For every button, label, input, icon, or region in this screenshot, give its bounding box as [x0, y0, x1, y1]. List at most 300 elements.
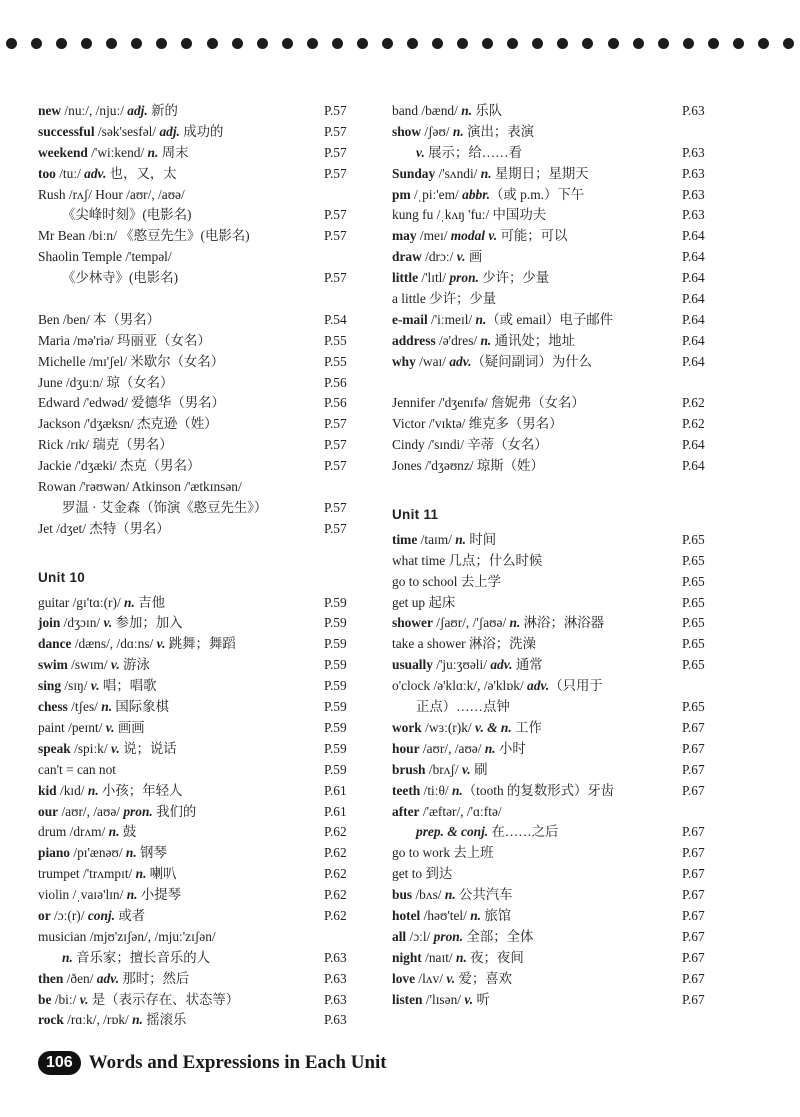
page-reference: P.57 [324, 165, 347, 181]
entry-phonetic: /waɪ/ [415, 353, 450, 369]
unit-heading: Unit 10 [38, 569, 86, 585]
vocab-entry [38, 143, 370, 164]
entry-word: be [38, 991, 52, 1007]
page-reference: P.57 [324, 228, 347, 244]
entry-word: get up [392, 594, 426, 610]
border-dot [708, 38, 719, 49]
page-reference: P.62 [682, 416, 705, 432]
entry-word: Jet /dʒet/ [38, 520, 86, 536]
border-dot [557, 38, 568, 49]
border-dot [257, 38, 268, 49]
entry-word: Victor /'vɪktə/ [392, 416, 466, 432]
page-reference: P.57 [324, 207, 347, 223]
entry-word: or [38, 907, 51, 923]
entry-word: our [38, 803, 59, 819]
part-of-speech: n. [108, 824, 120, 840]
entry-word: Jones /'dʒəʊnz/ [392, 458, 474, 474]
vocab-entry [38, 718, 370, 739]
entry-meaning: 说；说话 [119, 740, 177, 756]
entry-meaning: （疑问副词）为什么 [471, 353, 593, 369]
part-of-speech: modal v. [450, 228, 498, 244]
entry-word: show [392, 123, 422, 139]
entry-meaning: 星期日；星期天 [491, 165, 589, 181]
vocab-entry [38, 435, 370, 456]
page-reference: P.65 [682, 699, 705, 715]
page-reference: P.67 [682, 949, 705, 965]
entry-word: successful [38, 123, 95, 139]
vocab-entry [38, 634, 370, 655]
entry-word: take a shower [392, 636, 466, 652]
vocab-entry-continuation [392, 697, 728, 718]
page-reference: P.62 [324, 866, 347, 882]
page-reference: P.62 [324, 845, 347, 861]
vocab-entry [392, 802, 728, 823]
page-reference: P.65 [682, 552, 705, 568]
entry-word: Jackson /'dʒæksn/ [38, 416, 134, 432]
page-reference: P.64 [682, 311, 705, 327]
border-dot [633, 38, 644, 49]
vocab-entry [38, 519, 370, 540]
page-reference: P.67 [682, 866, 705, 882]
border-dot [482, 38, 493, 49]
vocab-entry [38, 990, 370, 1011]
vocab-entry-continuation [392, 143, 728, 164]
entry-word: piano [38, 845, 71, 861]
vocab-entry [38, 414, 370, 435]
part-of-speech: v. [446, 970, 456, 986]
part-of-speech: n. [456, 949, 467, 965]
page-reference: P.59 [324, 594, 347, 610]
entry-phonetic: 起床 [425, 594, 456, 610]
entry-word: Sunday [392, 165, 436, 181]
entry-phonetic: /'sʌndi/ [435, 165, 481, 181]
entry-meaning: 吉他 [134, 594, 165, 610]
entry-word: shower [392, 615, 433, 631]
vocab-entry [38, 477, 370, 498]
entry-meaning: 参加；加入 [112, 615, 183, 631]
border-dot [207, 38, 218, 49]
entry-meaning: 通常 [512, 657, 543, 673]
part-of-speech: v. [90, 678, 100, 694]
part-of-speech: n. [480, 165, 492, 181]
border-dot [357, 38, 368, 49]
page-reference: P.59 [324, 761, 347, 777]
part-of-speech: n. [62, 949, 73, 965]
page-reference: P.64 [682, 228, 705, 244]
entry-phonetic: 《少林寺》(电影名) [62, 270, 179, 286]
part-of-speech: n. [455, 531, 467, 547]
vocab-entry [392, 101, 728, 122]
entry-meaning: 小提琴 [137, 887, 182, 903]
entry-phonetic: /pɪ'ænəʊ/ [70, 845, 126, 861]
page-reference: P.57 [324, 144, 347, 160]
vocab-entry [392, 205, 728, 226]
entry-phonetic: /dæns/, /dɑːns/ [71, 636, 157, 652]
entry-word: all [392, 928, 407, 944]
border-dot [31, 38, 42, 49]
page-reference: P.57 [324, 520, 347, 536]
border-dot [307, 38, 318, 49]
entry-word: hotel [392, 907, 421, 923]
vocab-entry [392, 739, 728, 760]
entry-word: brush [392, 761, 426, 777]
vocab-entry [392, 268, 728, 289]
vocab-entry [392, 634, 728, 655]
page-reference: P.64 [682, 249, 705, 265]
vocab-entry [392, 781, 728, 802]
entry-phonetic: /rɑːk/, /rɒk/ [63, 1012, 133, 1028]
vocab-entry [38, 164, 370, 185]
entry-word: drum /drʌm/ [38, 824, 109, 840]
entry-word: why [392, 353, 416, 369]
entry-word: join [38, 615, 61, 631]
page-reference: P.57 [324, 123, 347, 139]
entry-word: address [392, 332, 436, 348]
page-reference: P.64 [682, 291, 705, 307]
page-reference: P.65 [682, 531, 705, 547]
vocab-entry [38, 331, 370, 352]
section-spacer [392, 477, 728, 498]
part-of-speech: v. [110, 740, 120, 756]
vocab-entry [38, 802, 370, 823]
vocab-entry [38, 906, 370, 927]
page-number-badge: 106 [38, 1051, 81, 1075]
page-reference: P.62 [324, 887, 347, 903]
page-reference: P.63 [324, 970, 347, 986]
vocab-entry [392, 676, 728, 697]
vocab-entry-continuation [38, 498, 370, 519]
page-reference: P.65 [682, 636, 705, 652]
part-of-speech: n. [132, 1012, 143, 1028]
part-of-speech: adv. [449, 353, 472, 369]
page-reference: P.59 [324, 678, 347, 694]
page-reference: P.67 [682, 782, 705, 798]
vocab-entry [38, 927, 370, 948]
entry-word: chess [38, 699, 68, 715]
entry-phonetic: 本（男名） [89, 311, 161, 327]
entry-meaning: 旅馆 [480, 907, 512, 923]
border-dot [733, 38, 744, 49]
entry-phonetic: 詹妮弗（女名） [487, 395, 585, 411]
entry-meaning: 周末 [158, 144, 189, 160]
part-of-speech: adv. [527, 678, 550, 694]
border-dot [181, 38, 192, 49]
entry-phonetic: /aʊr/, /aʊə/ [419, 740, 485, 756]
part-of-speech: adj. [127, 103, 148, 118]
page-reference: P.57 [324, 437, 347, 453]
entry-meaning: 鼓 [119, 824, 137, 840]
vocab-entry [38, 352, 370, 373]
page-reference: P.59 [324, 699, 347, 715]
page-reference: P.57 [324, 270, 347, 286]
page-reference: P.64 [682, 437, 705, 453]
entry-phonetic: 到达 [422, 866, 453, 882]
entry-meaning: 画画 [114, 719, 145, 735]
entry-phonetic: /biː/ [51, 991, 80, 1007]
border-dot [156, 38, 167, 49]
part-of-speech: n. [135, 866, 147, 882]
border-dot [332, 38, 343, 49]
entry-meaning: （或 email）电子邮件 [486, 311, 614, 327]
border-dot [232, 38, 243, 49]
page-reference: P.57 [324, 458, 347, 474]
entry-meaning: 可能；可以 [497, 228, 568, 244]
page-reference: P.64 [682, 353, 705, 369]
entry-word: night [392, 949, 422, 965]
entry-word: little [392, 270, 419, 286]
entry-meaning: 刷 [470, 761, 488, 777]
entry-meaning: 工作 [511, 719, 542, 735]
entry-meaning: 或者 [114, 907, 146, 923]
page-reference: P.55 [324, 353, 347, 369]
vocab-entry-continuation [38, 948, 370, 969]
page-reference: P.59 [324, 636, 347, 652]
border-dot [783, 38, 794, 49]
page-reference: P.67 [682, 845, 705, 861]
entry-phonetic: 辛蒂（女名） [463, 437, 548, 453]
entry-meaning: 钢琴 [136, 845, 167, 861]
entry-word: Mr Bean /biːn/ [38, 228, 117, 244]
part-of-speech: n. [87, 782, 99, 798]
entry-phonetic: 罗温 · 艾金森（饰演《憨豆先生》） [62, 499, 268, 515]
border-dot [382, 38, 393, 49]
vocab-entry [392, 843, 728, 864]
entry-word: June /dʒuːn/ [38, 374, 104, 390]
entry-meaning: （tooth 的复数形式）牙齿 [462, 782, 615, 798]
part-of-speech: v. & n. [475, 719, 512, 735]
vocab-entry [392, 927, 728, 948]
entry-word: may [392, 228, 417, 244]
vocab-entry [392, 310, 728, 331]
border-dot [457, 38, 468, 49]
entry-phonetic: /brʌʃ/ [425, 761, 462, 777]
vocab-entry [38, 676, 370, 697]
entry-word: too [38, 165, 56, 181]
entry-word: Jackie /'dʒæki/ [38, 458, 117, 474]
part-of-speech: adv. [490, 657, 513, 673]
page-reference: P.57 [324, 499, 347, 515]
vocab-entry [38, 456, 370, 477]
entry-word: Edward /'edwəd/ [38, 395, 128, 411]
entry-phonetic: 《憨豆先生》(电影名) [116, 228, 250, 244]
vocab-entry-continuation [38, 205, 370, 226]
entry-meaning: 时间 [466, 531, 497, 547]
border-dot [532, 38, 543, 49]
entry-phonetic: 瑞克（男名） [88, 437, 173, 453]
vocab-entry [38, 697, 370, 718]
vocab-entry [392, 948, 728, 969]
entry-phonetic: /tuː/ [55, 165, 85, 181]
part-of-speech: v. [464, 991, 474, 1007]
entry-meaning: 全部；全体 [463, 928, 534, 944]
page-reference: P.67 [682, 928, 705, 944]
decorative-dot-border [0, 34, 800, 54]
vocab-entry [38, 885, 370, 906]
part-of-speech: n. [147, 144, 159, 160]
entry-meaning: 夜；夜间 [466, 949, 524, 965]
entry-meaning: 我们的 [152, 803, 197, 819]
part-of-speech: conj. [87, 907, 115, 923]
page-reference: P.61 [324, 782, 347, 798]
section-spacer [38, 540, 370, 561]
entry-phonetic: /aʊr/, /aʊə/ [58, 803, 124, 819]
entry-word: violin /ˌvaɪə'lɪn/ [38, 887, 127, 903]
entry-word: Rick /rɪk/ [38, 437, 89, 453]
entry-word: new [38, 103, 62, 118]
part-of-speech: adv. [84, 165, 107, 181]
vocab-entry [392, 613, 728, 634]
vocab-entry [392, 990, 728, 1011]
entry-phonetic: 淋浴；洗澡 [465, 636, 536, 652]
entry-word: o'clock /ə'klɑːk/, /ə'klɒk/ [392, 678, 528, 694]
entry-meaning: 国际象棋 [112, 699, 169, 715]
part-of-speech: pron. [449, 270, 479, 286]
entry-phonetic: /ɔːl/ [406, 928, 434, 944]
page-reference: P.62 [324, 907, 347, 923]
entry-meaning: 通讯处；地址 [491, 332, 575, 348]
border-dot [758, 38, 769, 49]
entry-word: then [38, 970, 64, 986]
entry-word: go to school [392, 573, 458, 589]
page-reference: P.63 [324, 1012, 347, 1028]
entry-meaning: 演出；表演 [463, 123, 535, 139]
border-dot [407, 38, 418, 49]
vocab-entry [392, 885, 728, 906]
page-reference: P.64 [682, 458, 705, 474]
vocab-entry-continuation [38, 268, 370, 289]
entry-word: dance [38, 636, 72, 652]
entry-word: speak [38, 740, 71, 756]
entry-phonetic: 琼（女名） [103, 374, 174, 390]
entry-phonetic: 米歇尔（女名） [127, 353, 225, 369]
part-of-speech: adj. [159, 123, 180, 139]
entry-phonetic: /'juːʒʊəli/ [432, 657, 491, 673]
page-reference: P.56 [324, 395, 347, 411]
entry-phonetic: 去上班 [450, 845, 494, 861]
entry-word: band /bænd/ [392, 103, 462, 118]
vocab-entry [392, 289, 728, 310]
entry-meaning: 公共汽车 [455, 887, 513, 903]
entry-phonetic: 少许；少量 [425, 291, 497, 307]
vocab-entry [38, 1010, 370, 1031]
section-spacer [38, 289, 370, 310]
vocab-entry [38, 843, 370, 864]
entry-phonetic: 维克多（男名） [465, 416, 563, 432]
vocab-entry [38, 101, 370, 122]
entry-word: work [392, 719, 422, 735]
entry-phonetic: /spiːk/ [70, 740, 111, 756]
border-dot [131, 38, 142, 49]
entry-meaning: 唱；唱歌 [99, 678, 157, 694]
entry-word: Rush /rʌʃ/ Hour /aʊr/, /aʊə/ [38, 186, 185, 202]
page-reference: P.57 [324, 416, 347, 432]
page-reference: P.67 [682, 740, 705, 756]
entry-word: go to work [392, 845, 451, 861]
part-of-speech: v. [105, 719, 115, 735]
page-reference: P.65 [682, 657, 705, 673]
entry-meaning: 乐队 [471, 103, 503, 118]
entry-phonetic: /lʌv/ [415, 970, 447, 986]
entry-meaning: 成功的 [179, 123, 224, 139]
page-reference: P.62 [324, 824, 347, 840]
vocab-entry-continuation [392, 822, 728, 843]
part-of-speech: n. [444, 887, 456, 903]
page-reference: P.65 [682, 594, 705, 610]
entry-phonetic: 玛丽亚（女名） [113, 332, 211, 348]
border-dot [282, 38, 293, 49]
part-of-speech: n. [509, 615, 521, 631]
entry-word: hour [392, 740, 420, 756]
entry-phonetic: 杰特（男名） [85, 520, 170, 536]
part-of-speech: n. [125, 845, 137, 861]
page-reference: P.65 [682, 615, 705, 631]
vocab-entry [38, 781, 370, 802]
vocab-entry [38, 373, 370, 394]
border-dot [6, 38, 17, 49]
page-reference: P.57 [324, 103, 347, 118]
entry-meaning: 音乐家；擅长音乐的人 [72, 949, 211, 965]
entry-meaning: 那时；然后 [118, 970, 190, 986]
page-reference: P.67 [682, 991, 705, 1007]
entry-phonetic: /'wiːkend/ [87, 144, 148, 160]
entry-phonetic: /wɜː(r)k/ [421, 719, 475, 735]
entry-phonetic: /ʃaʊr/, /'ʃaʊə/ [432, 615, 510, 631]
entry-word: Jennifer /'dʒenɪfə/ [392, 395, 488, 411]
page-reference: P.59 [324, 657, 347, 673]
entry-phonetic: /dʒɔɪn/ [60, 615, 104, 631]
vocab-entry [392, 122, 728, 143]
entry-phonetic: /ˌpiː'em/ [410, 186, 463, 202]
entry-meaning: 展示；给……看 [424, 144, 522, 160]
entry-word: usually [392, 657, 433, 673]
vocab-entry [392, 906, 728, 927]
page-reference: P.62 [682, 395, 705, 411]
vocab-entry [392, 718, 728, 739]
vocab-entry [392, 226, 728, 247]
vocab-entry [392, 331, 728, 352]
part-of-speech: pron. [433, 928, 464, 944]
entry-meaning: 是（表示存在、状态等） [88, 991, 240, 1007]
part-of-speech: v. [456, 249, 466, 265]
footer-title: Words and Expressions in Each Unit [88, 1052, 387, 1073]
page-reference: P.67 [682, 887, 705, 903]
vocab-entry [392, 456, 728, 477]
vocab-entry [38, 226, 370, 247]
entry-phonetic: /nuː/, /njuː/ [61, 103, 128, 118]
entry-phonetic: /həʊ'tel/ [420, 907, 471, 923]
entry-phonetic: /tʃes/ [67, 699, 102, 715]
page-reference: P.63 [682, 144, 705, 160]
entry-word: Maria /mə'riə/ [38, 332, 114, 348]
entry-word: teeth [392, 782, 421, 798]
border-dot [658, 38, 669, 49]
border-dot [432, 38, 443, 49]
page-reference: P.63 [682, 207, 705, 223]
border-dot [582, 38, 593, 49]
entry-meaning: 游泳 [119, 657, 150, 673]
part-of-speech: n. [124, 594, 135, 610]
part-of-speech: n. [470, 907, 481, 923]
entry-phonetic: 正点）……点钟 [416, 699, 510, 715]
entry-word: can't = can not [38, 761, 117, 777]
entry-phonetic: /tiːθ/ [420, 782, 452, 798]
border-dot [608, 38, 619, 49]
entry-phonetic: /ʃəʊ/ [421, 123, 453, 139]
entry-phonetic: /ðen/ [63, 970, 97, 986]
page-reference: P.67 [682, 907, 705, 923]
part-of-speech: v. [461, 761, 471, 777]
vocab-entry [392, 551, 728, 572]
